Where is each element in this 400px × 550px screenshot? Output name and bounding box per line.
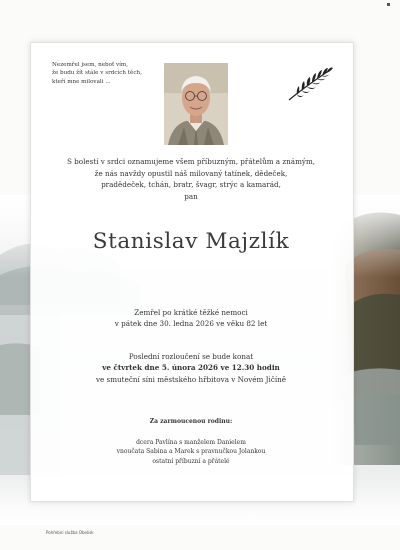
portrait-photo-icon (164, 63, 228, 145)
funeral-location: ve smuteční síni městského hřbitova v Novém Jičíně (95, 374, 287, 384)
mourners-heading: Za zarmoucenou rodinu: (149, 418, 233, 425)
deceased-name: Stanislav Majzlík (92, 229, 290, 254)
memorial-quote: Nezemřel jsem, neboť vím, že budu žít stále v srdcích těch, kteří mne milovali ... (52, 62, 142, 85)
corner-mark (387, 3, 390, 6)
portrait-photo (164, 63, 228, 145)
death-notice: Zemřel po krátké těžké nemoci v pátek dne 30. ledna 2026 ve věku 82 let (114, 308, 268, 329)
funeral-service-credit: Pohřební služba Obelisk (46, 530, 94, 535)
announcement-text: S bolestí v srdci oznamujeme všem příbuzným, přátelům a známým, že nás navždy opustil náš milovaný tatínek, dědeček, pradědeček, tchán, bratr, švagr, strýc a kamarád, pan (66, 157, 316, 202)
funeral-info (40, 351, 342, 385)
funeral-line-1: Poslední rozloučení se bude konat (128, 352, 254, 361)
mourners-list: dcera Pavlína s manželem Danielem vnoučata Sabina a Marek s pravnučkou Jolankou ostatní příbuzní a přátelé (116, 439, 266, 465)
palm-branch-icon (286, 64, 334, 102)
funeral-date-time: ve čtvrtek dne 5. února 2026 ve 12.30 hodin (102, 363, 280, 373)
